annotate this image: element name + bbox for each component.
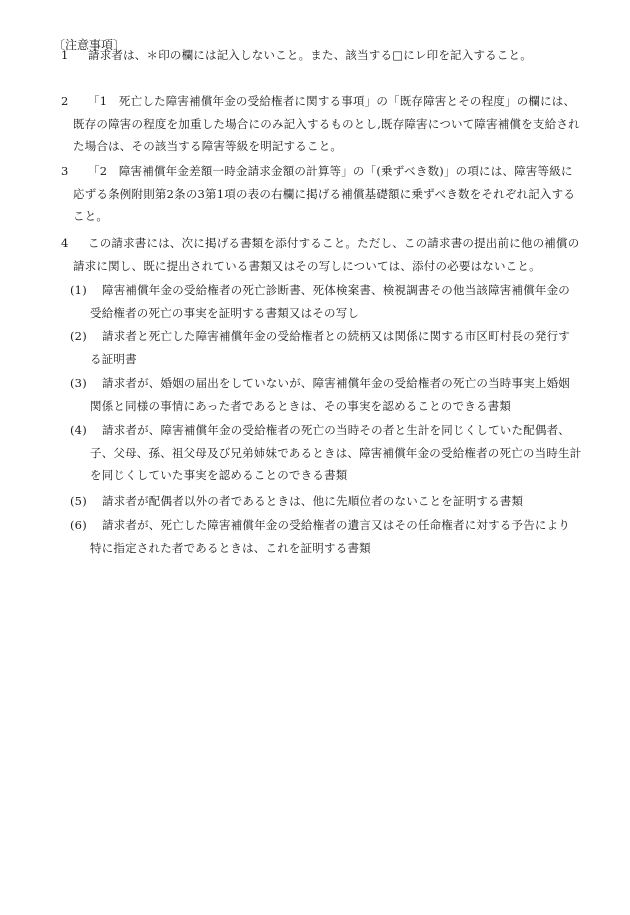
note-subitem-continuation: 関係と同様の事情にあった者であるときは、その事実を認めることのできる書類 (90, 398, 512, 413)
note-subitem-continuation: る証明書 (90, 351, 137, 366)
note-subitem-6 (70, 514, 582, 559)
note-subitem-text: 請求者が、死亡した障害補償年金の受給権者の遺言又はその任命権者に対する予告により (102, 518, 570, 532)
note-item-1 (61, 44, 581, 67)
note-subitem-4 (70, 419, 582, 487)
note-subitem-number: (1) (70, 283, 87, 297)
note-item-number: 2 (61, 94, 69, 108)
note-item-text: 「2 障害補償年金差額一時金請求金額の計算等」の「(乗ずべき数)」の項には、障害等級に (88, 164, 573, 178)
note-subitem-3 (70, 372, 582, 417)
note-subitem-text: 請求者と死亡した障害補償年金の受給権者との続柄又は関係に関する市区町村長の発行す (102, 329, 570, 343)
note-item-3 (61, 160, 581, 228)
note-item-4 (61, 232, 581, 277)
note-subitem-number: (6) (70, 518, 87, 532)
note-item-text: 請求者は、＊印の欄には記入しないこと。また、該当する□にレ印を記入すること。 (88, 48, 532, 62)
note-item-continuation: 既存の障害の程度を加重した場合にのみ記入するものとし,既存障害について障害補償を支給された場合は、その該当する障害等級を明記すること。 (73, 116, 580, 153)
note-subitem-text: 請求者が、障害補償年金の受給権者の死亡の当時その者と生計を同じくしていた配偶者、 (102, 423, 570, 437)
note-item-continuation: 応ずる条例附則第2条の3第1項の表の右欄に掲げる補償基礎額に乗ずべき数をそれぞれ記入すること。 (73, 186, 576, 223)
note-subitem-text: 請求者が、婚姻の届出をしていないが、障害補償年金の受給権者の死亡の当時事実上婚姻 (102, 376, 570, 390)
note-subitem-continuation: 特に指定された者であるときは、これを証明する書類 (90, 540, 371, 555)
note-item-text: 「1 死亡した障害補償年金の受給権者に関する事項」の「既存障害とその程度」の欄には、 (88, 94, 576, 108)
note-subitem-continuation: 受給権者の死亡の事実を証明する書類又はその写し (90, 305, 360, 320)
note-subitem-5 (70, 490, 582, 513)
note-subitem-text: 請求者が配偶者以外の者であるときは、他に先順位者のないことを証明する書類 (102, 494, 524, 508)
note-subitem-1 (70, 279, 582, 324)
note-subitem-number: (2) (70, 329, 87, 343)
note-subitem-number: (3) (70, 376, 87, 390)
note-item-2 (61, 90, 581, 158)
notes-heading: 〔注意事項〕 (53, 38, 126, 52)
note-item-number: 1 (61, 48, 69, 62)
note-subitem-number: (4) (70, 423, 87, 437)
note-subitem-2 (70, 325, 582, 370)
note-item-number: 3 (61, 164, 69, 178)
note-item-number: 4 (61, 236, 69, 250)
note-subitem-text: 障害補償年金の受給権者の死亡診断書、死体検案書、検視調書その他当該障害補償年金の (102, 283, 570, 297)
note-subitem-continuation: 子、父母、孫、祖父母及び兄弟姉妹であるときは、障害補償年金の受給権者の死亡の当時生計を同じくしていた事実を認めることのできる書類 (90, 445, 582, 482)
note-subitem-number: (5) (70, 494, 87, 508)
note-item-text: この請求書には、次に掲げる書類を添付すること。ただし、この請求書の提出前に他の補償の (88, 236, 580, 250)
note-item-continuation: 請求に関し、既に提出されている書類又はその写しについては、添付の必要はないこと。 (73, 258, 541, 273)
